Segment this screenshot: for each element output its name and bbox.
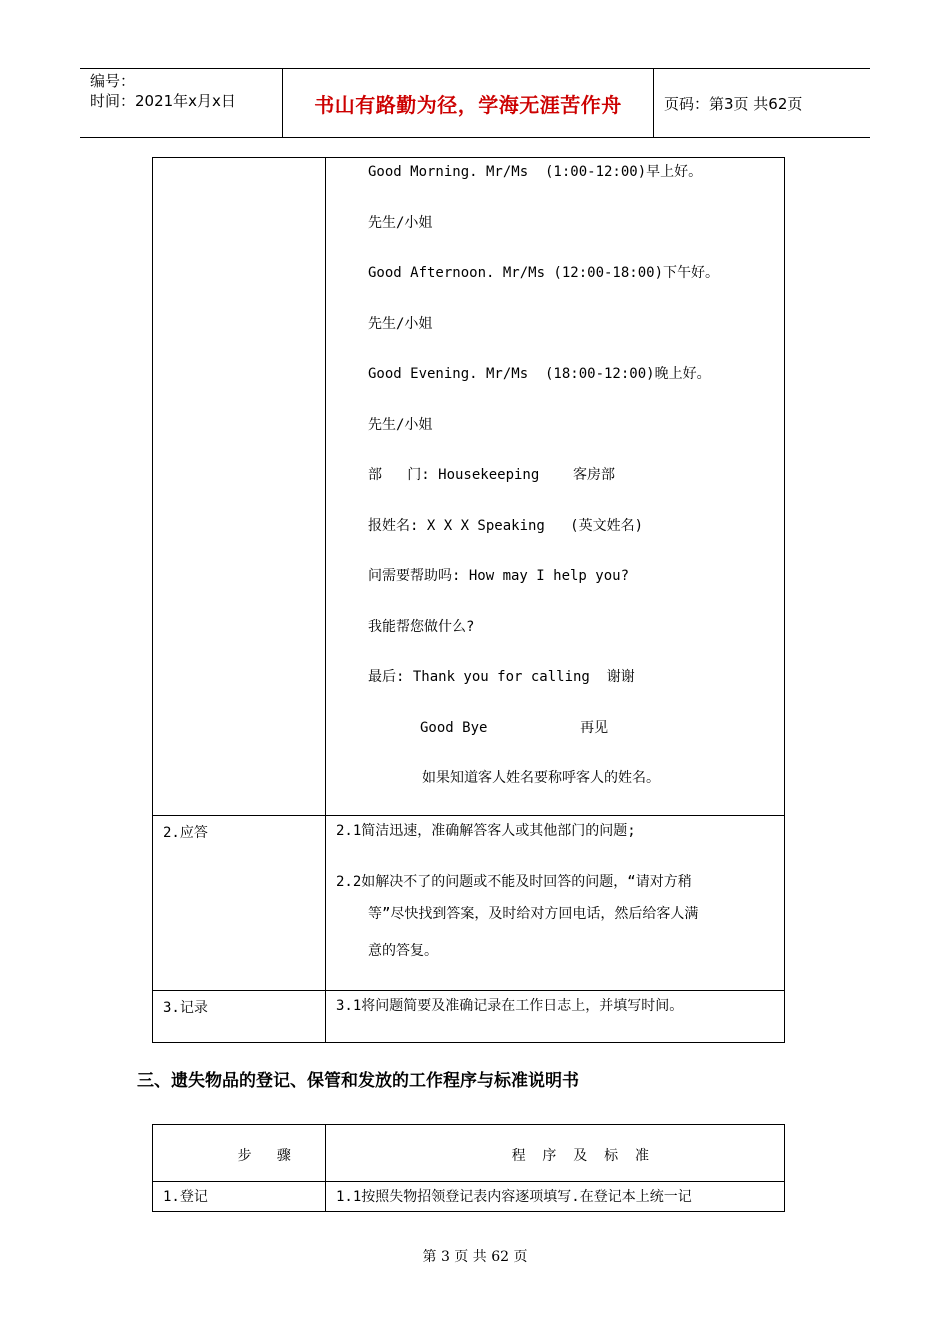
header-motto: 书山有路勤为径，学海无涯苦作舟: [314, 92, 622, 117]
greeting-line: 问需要帮助吗: How may I help you?: [368, 568, 630, 584]
page-header: [80, 68, 870, 138]
greeting-line: 我能帮您做什么?: [368, 618, 475, 635]
greeting-line: Good Evening. Mr/Ms (18:00-12:00)晚上好。: [368, 366, 711, 382]
greeting-line: 先生/小姐: [368, 416, 433, 433]
greeting-cell: [326, 158, 785, 816]
procedure-table-2: [152, 1124, 785, 1212]
standard-line: 2.2如解决不了的问题或不能及时回答的问题，“请对方稍: [336, 874, 692, 890]
greeting-line: 如果知道客人姓名要称呼客人的姓名。: [422, 770, 660, 786]
greeting-line: 最后: Thank you for calling 谢谢: [368, 669, 635, 685]
greeting-line: Good Morning. Mr/Ms (1:00-12:00)早上好。: [368, 164, 703, 180]
table-row: [153, 158, 785, 816]
column-header-step: 步 骤: [153, 1125, 326, 1182]
table-row: [153, 991, 785, 1043]
step-label: 1.登记: [163, 1189, 208, 1205]
standard-cell: [326, 816, 785, 991]
document-number-label: 编号：: [90, 72, 136, 90]
procedure-table-1: [152, 157, 785, 1043]
standard-cell: [326, 1182, 785, 1212]
greeting-line: 先生/小姐: [368, 315, 433, 332]
step-cell-empty: [153, 158, 326, 816]
column-header-standard: 程 序 及 标 准: [326, 1125, 785, 1182]
header-meta: [80, 69, 282, 137]
standard-line: 2.1简洁迅速，准确解答客人或其他部门的问题;: [336, 823, 636, 839]
table-row: [153, 816, 785, 991]
header-page-info-cell: [654, 69, 870, 137]
page-footer: 第 3 页 共 62 页: [422, 1249, 528, 1265]
greeting-line: 报姓名: X X X Speaking (英文姓名): [368, 517, 644, 534]
greeting-line: Good Afternoon. Mr/Ms (12:00-18:00)下午好。: [368, 265, 720, 281]
header-page-info: 页码：第3页 共62页: [664, 94, 803, 113]
standard-line: 等”尽快找到答案，及时给对方回电话，然后给客人满: [368, 906, 699, 922]
standard-cell: [326, 991, 785, 1043]
document-time-label: 时间：2021年x月x日: [90, 92, 236, 110]
greeting-line: 部 门: Housekeeping 客房部: [368, 467, 616, 483]
greeting-line: 先生/小姐: [368, 214, 433, 231]
table-header-row: [153, 1125, 785, 1182]
table-row: [153, 1182, 785, 1212]
standard-line: 意的答复。: [368, 943, 438, 959]
section-title: 三、遗失物品的登记、保管和发放的工作程序与标准说明书: [137, 1071, 579, 1091]
step-cell: [153, 991, 326, 1043]
step-cell: [153, 1182, 326, 1212]
header-motto-cell: [282, 69, 654, 137]
step-label: 2.应答: [163, 825, 208, 841]
step-label: 3.记录: [163, 1000, 208, 1016]
standard-line: 3.1将问题简要及准确记录在工作日志上，并填写时间。: [336, 998, 684, 1014]
greeting-line: Good Bye 再见: [420, 719, 609, 736]
standard-line: 1.1按照失物招领登记表内容逐项填写.在登记本上统一记: [336, 1189, 692, 1205]
step-cell: [153, 816, 326, 991]
